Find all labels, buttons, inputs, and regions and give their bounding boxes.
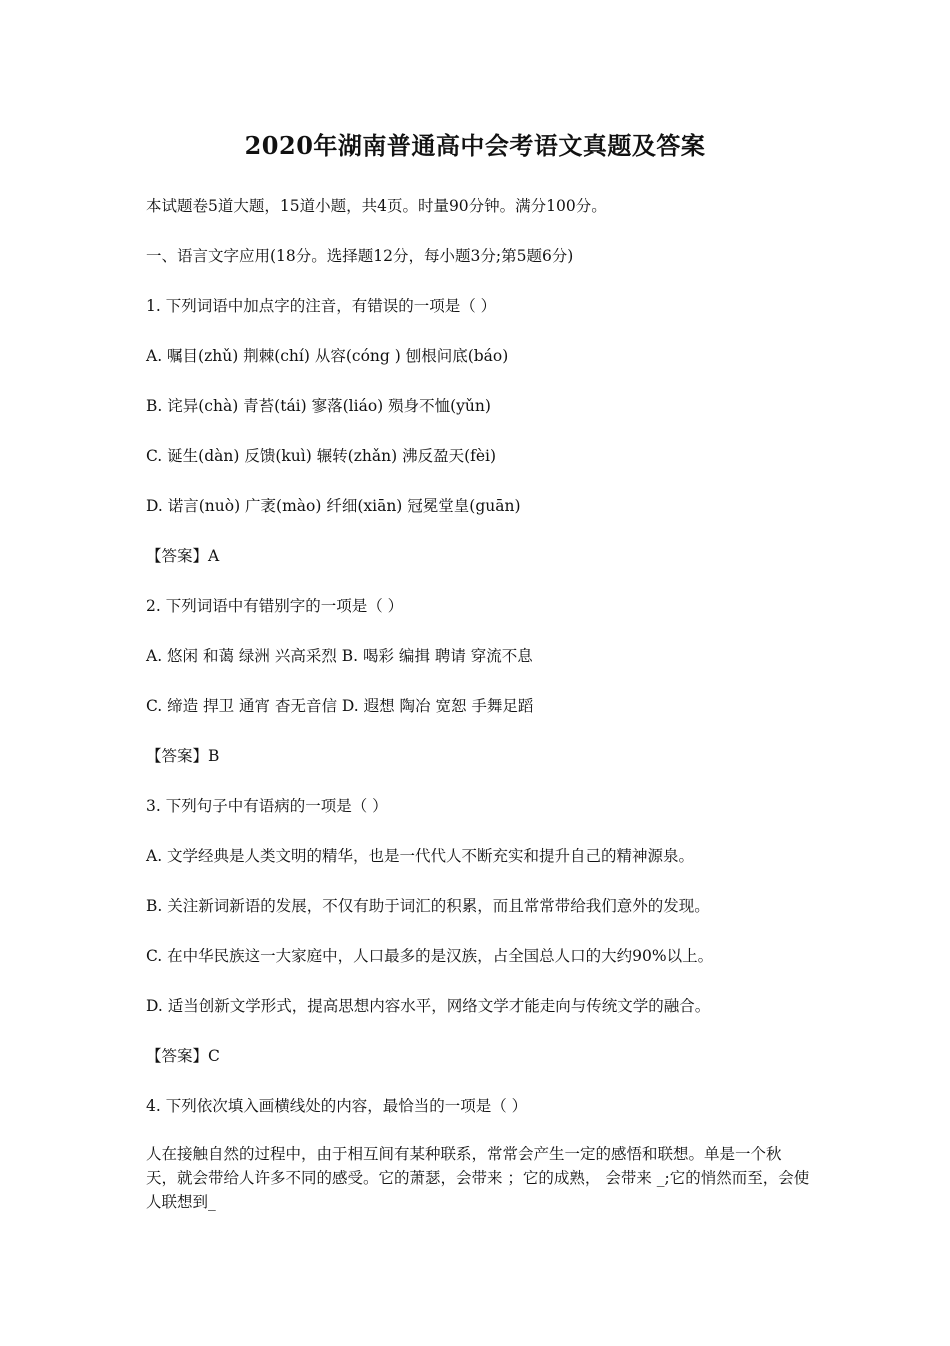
question-1-stem: 1. 下列词语中加点字的注音，有错误的一项是（ ） [146,297,497,315]
question-1-answer: 【答案】A [146,547,220,565]
question-1-option-a: A. 嘱目(zhǔ) 荆棘(chí) 从容(cóng ) 刨根问底(báo) [146,347,509,365]
question-1-option-d: D. 诺言(nuò) 广袤(mào) 纤细(xiān) 冠冕堂皇(guān) [146,497,521,515]
document-title: 2020年湖南普通高中会考语文真题及答案 [244,131,706,160]
question-3-answer: 【答案】C [146,1047,220,1065]
exam-intro: 本试题卷5道大题，15道小题，共4页。时量90分钟。满分100分。 [146,197,607,215]
question-3-option-a: A. 文学经典是人类文明的精华，也是一代代人不断充实和提升自己的精神源泉。 [146,847,695,865]
question-3-option-b: B. 关注新词新语的发展，不仅有助于词汇的积累，而且常常带给我们意外的发现。 [146,897,710,915]
question-3-option-d: D. 适当创新文学形式，提高思想内容水平，网络文学才能走向与传统文学的融合。 [146,997,711,1015]
question-2-options-cd: C. 缔造 捍卫 通宵 杳无音信 D. 遐想 陶冶 宽恕 手舞足蹈 [146,697,534,715]
question-4-passage: 人在接触自然的过程中，由于相互间有某种联系，常常会产生一定的感悟和联想。单是一个秋天，就会带给人许多不同的感受。它的萧瑟，会带来 ；它的成熟， 会带来 _;它的悄然而至，会使人联想到_ [146,1145,810,1211]
question-3-option-c: C. 在中华民族这一大家庭中，人口最多的是汉族，占全国总人口的大约90%以上。 [146,947,714,965]
question-3-stem: 3. 下列句子中有语病的一项是（ ） [146,797,388,815]
question-2-options-ab: A. 悠闲 和蔼 绿洲 兴高采烈 B. 喝彩 编揖 聘请 穿流不息 [146,647,533,665]
question-4-stem: 4. 下列依次填入画横线处的内容，最恰当的一项是（ ） [146,1097,528,1115]
question-1-option-b: B. 诧异(chà) 青苔(tái) 寥落(liáo) 殒身不恤(yǔn) [146,397,491,415]
question-1-option-c: C. 诞生(dàn) 反馈(kuì) 辗转(zhǎn) 沸反盈天(fèi) [146,447,497,465]
question-2-answer: 【答案】B [146,747,220,765]
section-1-heading: 一、语言文字应用(18分。选择题12分，每小题3分;第5题6分) [146,247,574,265]
question-2-stem: 2. 下列词语中有错别字的一项是（ ） [146,597,404,615]
